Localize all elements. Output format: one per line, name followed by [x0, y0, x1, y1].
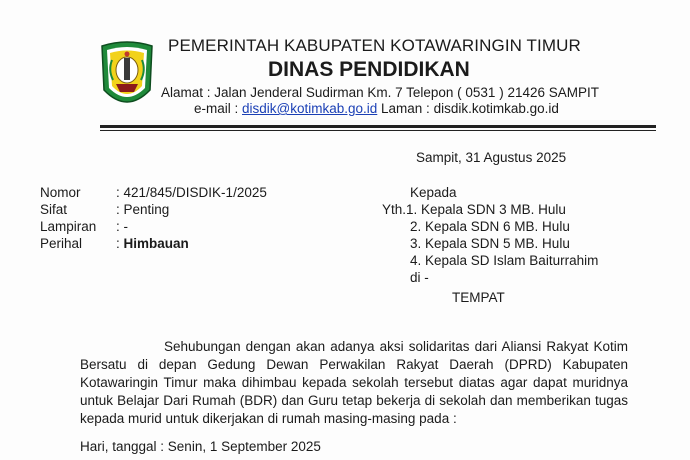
letterhead-thin-rule [100, 130, 656, 131]
recipient-line: 3. Kepala SDN 5 MB. Hulu [410, 236, 570, 251]
recipient-block [380, 185, 598, 307]
meta-value: : - [116, 219, 128, 234]
meta-label: Nomor [40, 185, 81, 200]
letterhead-thick-rule [100, 125, 656, 128]
letter-date: Sampit, 31 Agustus 2025 [416, 150, 567, 165]
email-label: e-mail : [194, 101, 243, 116]
agency-name: DINAS PENDIDIKAN [268, 58, 470, 81]
letter-body [80, 338, 628, 428]
meta-label: Perihal [40, 236, 83, 251]
meta-value-wrap [116, 236, 189, 251]
meta-label: Sifat [40, 202, 68, 217]
meta-label: Lampiran [40, 219, 97, 234]
meta-value: Himbauan [123, 236, 189, 251]
agency-address: Alamat : Jalan Jenderal Sudirman Km. 7 Telepon ( 0531 ) 21426 SAMPIT [161, 85, 599, 100]
meta-separator: : [116, 236, 124, 251]
website-text: disdik.kotimkab.go.id [433, 101, 559, 116]
recipient-line: 4. Kepala SD Islam Baiturrahim [410, 253, 599, 268]
recipient-di: di - [410, 270, 429, 285]
recipient-line: 2. Kepala SDN 6 MB. Hulu [410, 219, 570, 234]
regency-emblem-logo [100, 40, 154, 114]
website-label: Laman : [377, 101, 434, 116]
body-paragraph: Sehubungan dengan akan adanya aksi solidaritas dari Aliansi Rakyat Kotim Bersatu di depan Gedung Dewan Perwakilan Rakyat Daerah (DPRD) Kabupaten Kotawaringin Timur maka dihimbau kepada sekolah tersebut diatas agar dapat muridnya untuk Belajar Dari Rumah (BDR) dan Guru tetap bekerja di sekolah dan memberikan tugas kepada murid untuk dikerjakan di rumah masing-masing pada : [80, 339, 628, 426]
recipient-tempat: TEMPAT [452, 290, 505, 305]
email-link[interactable]: disdik@kotimkab.go.id [242, 101, 378, 116]
contact-line [194, 101, 559, 116]
schedule-line: Hari, tanggal : Senin, 1 September 2025 [80, 439, 321, 454]
government-name: PEMERINTAH KABUPATEN KOTAWARINGIN TIMUR [168, 36, 581, 55]
meta-value: : 421/845/DISDIK-1/2025 [116, 185, 267, 200]
meta-value: : Penting [116, 202, 170, 217]
recipient-line: Yth.1. Kepala SDN 3 MB. Hulu [382, 202, 566, 217]
recipient-kepada: Kepada [410, 185, 457, 200]
